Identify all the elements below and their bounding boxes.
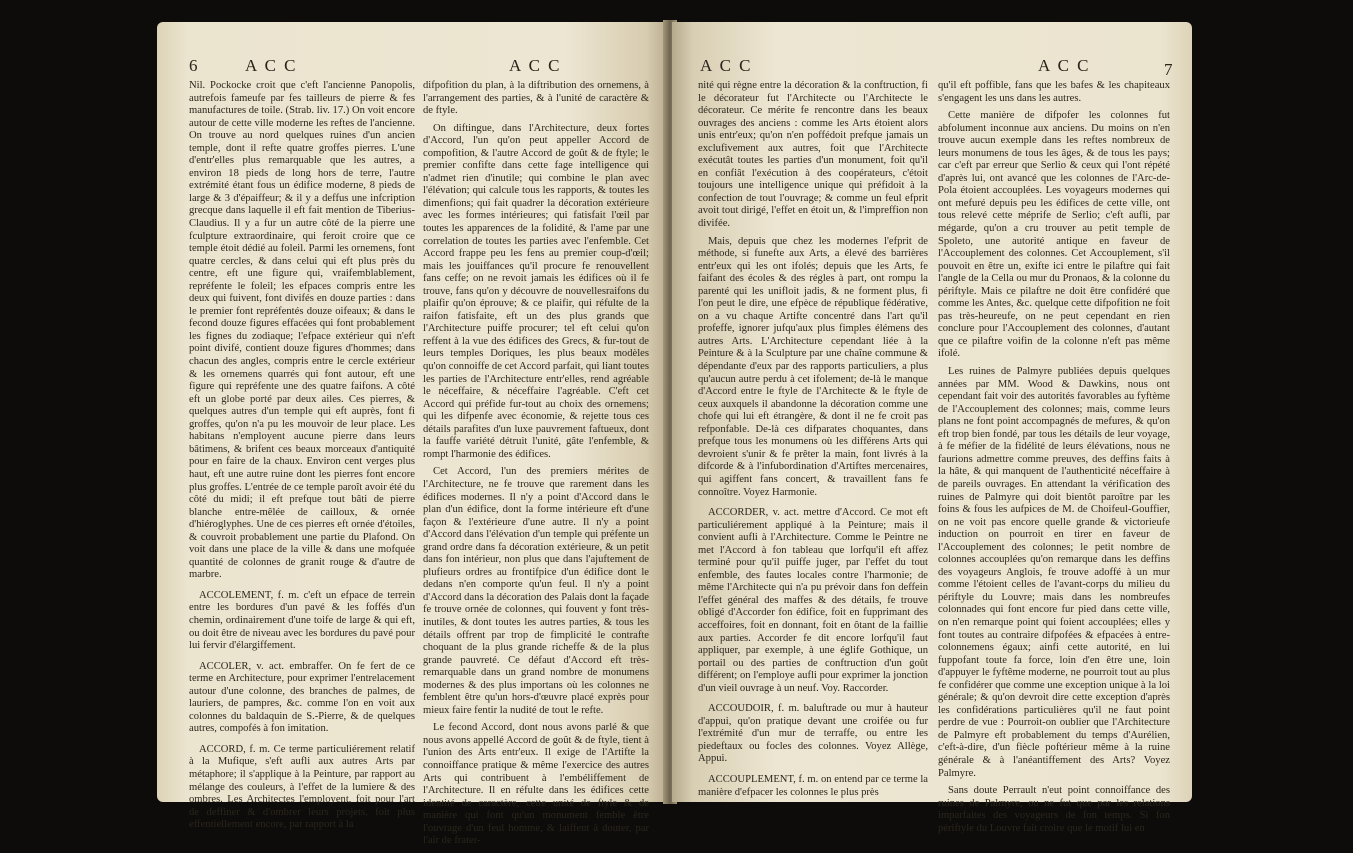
paragraph: Sans doute Perrault n'eut point connoiffance des ruines de Palmyre, ou ne fut que par les relations imparfaites des voyageurs de fon temps. Si fon périftyle du Louvre fait croire que le motif lui en [938, 785, 1170, 834]
entry-accord: ACCORD, f. m. Ce terme particuliérement relatif à la Mufique, s'eft aufli aux autres Arts par métaphore; il s'applique à la Peinture, par rapport au mélange des couleurs, à l'effet de la lumiere & des ombres. Les Architectes l'employent, foit pour l'art de deffiner & d'ombrer leurs projets, foit plus effentiellement encore, par rapport à la [189, 743, 415, 831]
entry-accoudoir: ACCOUDOIR, f. m. baluftrade ou mur à hauteur d'appui, qu'on pratique devant une croifée ou fur l'extrémité d'un mur de terraffe, ou entre les piedeftaux ou focles des colonnes. Voyez Allège, Appui. [698, 703, 928, 765]
left-page-column-1 [189, 80, 415, 837]
paragraph: difpofition du plan, à la diftribution des ornemens, à l'arrangement des parties, & à l'unité de caractère & de ftyle. [423, 80, 649, 117]
entry-accorder: ACCORDER, v. act. mettre d'Accord. Ce mot eft particuliérement appliqué à la Peinture; mais il convient aufli à l'Architecture. Comme le Peintre ne met l'Accord à fon tableau que lorfqu'il eft affez terminé pour qu'il puiffe juger, par l'effet du tout enfemble, des fautes locales contre l'harmonie; de même l'Architecte qui n'a pu prévoir dans fon deffein l'effet général des maffes & des détails, fe trouve obligé d'Accorder fon édifice, foit en fupprimant des acceffoires, foit en donnant, foit en ôtant de la faillie aux parties. Accorder fe dit encore lorfqu'il faut appliquer, par exemple, à une églife Gothique, un portail ou des parties de conftruction d'un goût différent; on l'employe aufli pour exprimer la jonction d'un vieil ouvrage à un neuf. Voy. Raccorder. [698, 507, 928, 694]
paragraph: qu'il eft poffible, fans que les bafes & les chapiteaux s'engagent les uns dans les autres. [938, 80, 1170, 104]
left-page-column-2 [423, 80, 649, 853]
running-head: A C C [700, 56, 753, 75]
page-number: 6 [189, 56, 200, 75]
paragraph: Cette manière de difpofer les colonnes fut abfolument inconnue aux anciens. Du moins on n'en trouve aucun exemple dans les reftes nombreux de leurs monumens de tous les âges, & de tous les pays; car c'eft par erreur que Serlio & ceux qui l'ont répété d'après lui, ont avancé que les colonnes de l'Arc-de-Pola étoient accouplées. Les voyageurs modernes qui ont mefuré depuis peu les édifices de cette ville, ont tous relevé cette méprife de Serlio; c'eft aufli, par mégarde, qu'on a cru trouver au petit temple de Spoleto, une autorité antique en faveur de l'Accouplement des colonnes. Cet Accouplement, s'il pouvoit en être un, exifte ici entre le pilaftre qui fait l'angle de la Cella ou mur du Pronaos, & la colonne du périftyle. Mais ce pilaftre ne doit être confidéré que comme les Antes, &c. quelque cette difpofition ne foit pas très-heureufe, on ne peut cependant en rien conclure pour l'Accouplement des colonnes, d'autant que ce pilaftre voifin de la colonne n'eft pas même ifolé. [938, 110, 1170, 360]
right-page [672, 22, 1192, 834]
entry-accouplement: ACCOUPLEMENT, f. m. on entend par ce terme la manière d'efpacer les colonnes le plus près [698, 773, 928, 798]
running-head: A C C [245, 56, 298, 75]
paragraph: Cet Accord, l'un des premiers mérites de l'Architecture, ne fe trouve que rarement dans les édifices modernes. Il n'y a point d'Accord dans le plan d'un édifice, dont la forme intérieure eft d'une façon & l'extérieure d'une autre. Il n'y a point d'Accord dans l'élévation d'un temple qui préfente un grand ordre dans fa décoration extérieure, & un petit dans fon intérieur, non plus que dans l'ajuftement de plufieurs ordres au frontifpice d'un édifice dont le dedans n'en comporte qu'un feul. Il n'y a point d'Accord dans la décoration des Palais dont la façade fe trouve ornée de colonnes, qui fouvent y font très-inutiles, & dont toutes les autres parties, & tous les détails offrent par trop de fimplicité le contrafte choquant de la plus grande richeffe & de la plus grande pauvreté. Ce défaut d'Accord eft très-remarquable dans un grand nombre de monumens modernes & des plus importans où les colonnes ne femblent être qu'un hors-d'œuvre placé exprès pour mieux faire fentir la nudité de tout le refte. [423, 466, 649, 716]
paragraph: On diftingue, dans l'Architecture, deux fortes d'Accord, l'un qu'on peut appeller Accord de compofition, & l'autre Accord de goût & de ftyle; le premier confifte dans cette fage intelligence qui n'admet rien d'inutile; qui combine le plan avec l'élévation; qui calcule tous les rapports, & toutes les dimenfions; qui fait quadrer la décoration extérieure avec les formes intérieures; qui fatisfait l'œil par toutes les apparences de la folidité, & l'ame par une correlation de toutes les parties avec l'enfemble. Cet Accord frappe peu les fens au premier coup-d'œil; mais les jouiffances qu'il procure fe renouvellent fans ceffe; on ne revoit jamais les édifices où il fe trouve, fans qu'on y découvre de nouvellesraifons du plaifir qu'on éprouve; & ce plaifir, qui réfulte de la raifon fatisfaite, eft un des plus grands que l'Architecture puiffe procurer; tel eft celui qu'on reffent à la vue des édifices des Grecs, & fur-tout de leurs temples Doriques, les plus beaux modèles qu'on connoiffe de cet Accord parfait, qui liant toutes les parties de l'Architecture entr'elles, rend agréable le néceffaire, & néceffaire l'agréable. C'eft cet Accord qui préfide fur-tout au choix des ornemens; qui les difpenfe avec économie, & rejette tous ces détails parafites d'un luxe pauvrement faftueux, dont la fauffe variété détruit l'unité, gâte l'enfemble, & rompt l'harmonie des édifices. [423, 122, 649, 460]
paragraph: Nil. Pockocke croit que c'eft l'ancienne Panopolis, autrefois fameufe par fes tailleurs de pierre & fes manufactures de toile. (Strab. liv. 17.) On voit encore autour de cette ville moderne les reftes de l'ancienne. On trouve au nord quelques ruines d'un ancien temple, dont il refte quatre groffes pierres. L'une d'entr'elles plus remarquable que les autres, a environ 18 pieds de long hors de terre, l'autre extrémité étant fous un édifice moderne, 8 pieds de large & 3 d'épaiffeur; & il y a deffus une infcription grecque dans laquelle il eft fait mention de Tiberius-Claudius. Il y a fur un autre côté de la pierre une fculpture extraordinaire, qui feroit croire que ce temple étoit dédié au foleil. Parmi les ornemens, font quatre cercles, & dans celui qui eft plus près du centre, eft une figure qui, vraifemblablement, repréfente le foleil; les efpaces compris entre les deux qui fuivent, font divifés en douze parties : dans le premier font repréfentés douze oifeaux; & dans le fecond douze figures effacées qui font probablement les fignes du zodiaque; l'efpace extérieur qui n'eft point divifé, contient douze figures d'hommes; dans chacun des angles, compris entre le cercle extérieur & les ornemens quarrés qui font autour, eft une figure qui repréfente une des quatre faifons. A côté eft un globe porté par deux ailes. Ces pierres, & quelques autres d'un temple qui eft auprès, font fi groffes, qu'on n'a pu les mouvoir de leur place. Les habitans n'employent aucune pierre dans leurs bâtimens, & brifent ces beaux morceaux d'antiquité pour en faire de la chaux. Environ cent verges plus haut, eft une autre ruine dont les pierres font encore plus groffes. L'entrée de ce temple paroît avoir été du côté du midi; il eft prefque tout bâti de pierre blanche entre-mêlée de cailloux, & ornée d'hiéroglyphes. Une de ces pierres eft ornée d'étoiles, & couvroit probablement une partie du Plafond. On voit dans une place de la ville & dans une mofquée quantité de colonnes de granit rouge & d'autre de marbre. [189, 80, 415, 581]
right-page-column-2 [938, 80, 1170, 840]
right-page-column-1 [698, 80, 928, 804]
running-head: A C C [1038, 56, 1091, 75]
entry-accolement: ACCOLEMENT, f. m. c'eft un efpace de terrein entre les bordures d'un pavé & les foffés d'un chemin, ordinairement d'une toife de large & qui eft, ou doit être de niveau avec les bordures du pavé pour lui fervir d'élargiffement. [189, 589, 415, 652]
paragraph: Mais, depuis que chez les modernes l'efprit de méthode, si funefte aux Arts, a élevé des barrières entr'eux qui les ont ifolés; depuis que les Arts, fe faifant des écoles & des régles à part, ont rompu la parenté qui les unifloit jadis, & ne forment plus, fi l'on peut le dire, une efpèce de république fédérative, on a vu chaque Artifte concentré dans l'art qu'il profeffe, ignorer jufqu'aux plus fimples élémens des autres Arts. L'Architecture cependant liée à la Peinture & à la Sculpture par une chaîne commune & dépendante d'eux par des rapports particuliers, a plus qu'aucun autre perdu à cet ifolement; de-là le manque d'Accord entre le ftyle de l'Architecte & le ftyle de ceux auxquels il abandonne la décoration comme une chofe qui lui eft étrangère, & dont il ne fe croit pas refponfable. De-là ces difparates choquantes, dans prefque tous les monumens où les différens Arts qui devroient s'unir & fe prêter la main, font livrés à la difcorde & à l'infubordination d'Artiftes mercenaires, qui agiffent fans concert, & travaillent fans fe connoître. Voyez Harmonie. [698, 235, 928, 498]
running-head: A C C [509, 56, 562, 75]
paragraph: Le fecond Accord, dont nous avons parlé & que nous avons appellé Accord de goût & de ftyle, tient à l'union des Arts entr'eux. Il exige de l'Artifte la connoiffance pratique & même l'exercice des autres Arts qui contribuent à l'embéliffement de l'Architecture. Il en réfulte dans les édifices cette identité de caractère, cette unité de ftyle & de manière qui font qu'un monument femble être l'ouvrage d'un feul homme, & laiffent à douter, par l'air de frater- [423, 722, 649, 847]
left-page [157, 22, 667, 847]
page-number: 7 [1164, 60, 1175, 79]
paragraph: nité qui règne entre la décoration & la conftruction, fi le décorateur fut l'Architecte ou l'Architecte le décorateur. Ce mérite fe rencontre dans les beaux ouvrages des anciens : comme les Arts étoient alors unis entr'eux; qu'on n'en poffédoit prefque jamais un exclufivement aux autres, foit que l'Architecte exécutât toutes les parties d'un monument, foit qu'il en confiât l'exécution à des coopérateurs, c'étoit toujours une intelligence unique qui préfidoit à la confection de tout l'ouvrage; & comme un feul efprit avoit tout dirigé, l'effet en étoit un, & l'impreffion non divifée. [698, 80, 928, 230]
paragraph: Les ruines de Palmyre publiées depuis quelques années par MM. Wood & Dawkins, nous ont cependant fait voir des autorités favorables au fyftème de l'Accouplement des colonnes; mais, comme leurs plans ne font point accompagnés de mefures, & qu'on eft trop bien fondé, par tous les détails de leur voyage, à fe méfier de la fidélité de leurs élévations, nous ne faurions admettre comme preuves, des deffins faits à la hâte, & qui manquent de l'authenticité néceffaire à de pareils ouvrages. En attendant la vérification des ruines de Palmyre qui doit bientôt paroître par les foins & fous les aufpices de M. de Choifeul-Gouffier, on ne voit pas encore quelle grande & victorieufe induction on pourroit en tirer en faveur de l'Accouplement des colonnes; le petit nombre de colonnes accouplées qu'on remarque dans les deffins des voyageurs Anglois, fe trouve adoffé à un mur comme l'étoient celles de l'avant-corps du milieu du périftyle du Louvre; mais dans les nombreufes colonnades qui font encore fur pied dans cette ville, on n'en remarque point qui foient accouplées; elles y font toutes au contraire difpofées & efpacées à entre-colonnemens égaux; ainfi cette autorité, en lui fuppofant toute fa force, loin d'en être une, loin d'appuyer le fyftême moderne, ne pourroit tout au plus fe confidérer que comme une exception unique à la loi générale; & qu'on devroit dire cette exception d'après les confidérations particulières qu'il ne faut point perdre de vue : Pourroit-on oublier que l'Architecture de Palmyre eft probablement du temps d'Aurélien, c'eft-à-dire, d'un fiècle poftérieur même à la ruine générale & à l'anéantiffement des Arts? Voyez Palmyre. [938, 366, 1170, 779]
entry-accoler: ACCOLER, v. act. embraffer. On fe fert de ce terme en Architecture, pour exprimer l'entrelacement autour d'une colonne, des branches de palmes, de lauriers, de pampres, &c. comme l'on en voit aux colonnes du baldaquin de S.-Pierre, & de quelques autres, compofés à fon imitation. [189, 660, 415, 735]
